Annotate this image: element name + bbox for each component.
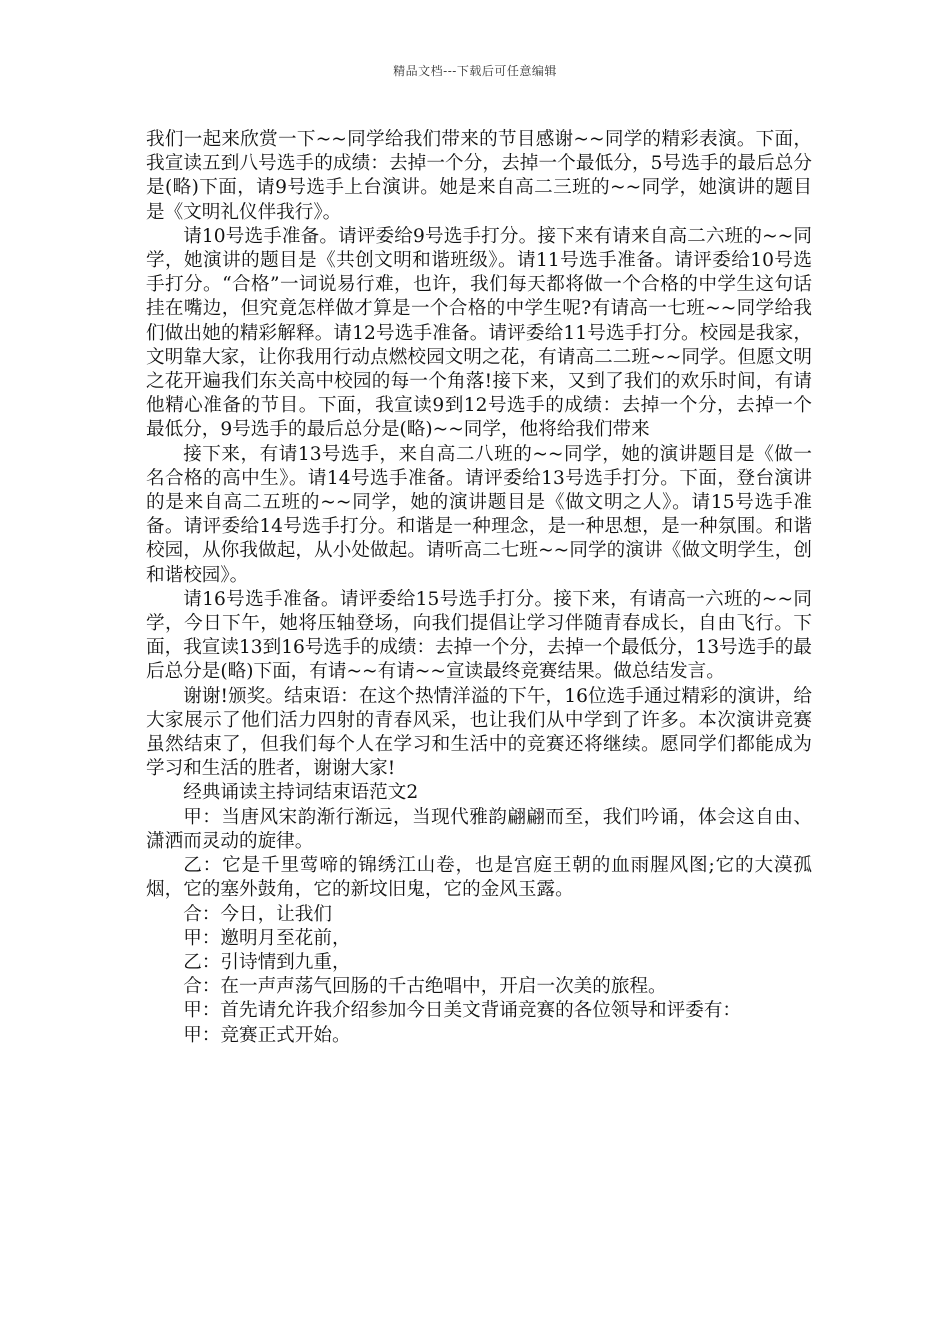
dialogue-line: 合：在一声声荡气回肠的千古绝唱中，开启一次美的旅程。 bbox=[183, 976, 667, 998]
dialogue-line: 甲：当唐风宋韵渐行渐远，当现代雅韵翩翩而至，我们吟诵，体会这自由、潇洒而灵动的旋律。 bbox=[146, 806, 812, 852]
dialogue-line: 合：今日，让我们 bbox=[183, 903, 332, 925]
paragraph: 请16号选手准备。请评委给15号选手打分。接下来，有请高一六班的~~同学，今日下午，她将压轴登场，向我们提倡让学习伴随青春成长，自由飞行。下面，我宣读13到16号选手的成绩：去掉一个分，去掉一个最低分，13号选手的最后总分是(略)下面，有请~~有请~~宣读最终竞赛结果。做总结发言。 bbox=[146, 588, 812, 683]
paragraph: 我们一起来欣赏一下~~同学给我们带来的节目感谢~~同学的精彩表演。下面，我宣读五到八号选手的成绩：去掉一个分，去掉一个最低分，5号选手的最后总分是(略)下面，请9号选手上台演讲。她是来自高二三班的~~同学，她演讲的题目是《文明礼仪伴我行》。 bbox=[146, 129, 812, 223]
page-header: 精品文档---下载后可任意编辑 bbox=[393, 64, 557, 78]
dialogue-line: 甲：首先请允许我介绍参加今日美文背诵竞赛的各位领导和评委有： bbox=[183, 1000, 742, 1022]
dialogue-line: 甲：竞赛正式开始。 bbox=[183, 1024, 351, 1046]
paragraph: 接下来，有请13号选手，来自高二八班的~~同学，她的演讲题目是《做一名合格的高中生》。请14号选手准备。请评委给13号选手打分。下面，登台演讲的是来自高二五班的~~同学，她的演讲题目是《做文明之人》。请15号选手准备。请评委给14号选手打分。和谐是一种理念，是一种思想，是一种氛围。和谐校园，从你我做起，从小处做起。请听高二七班~~同学的演讲《做文明学生，创和谐校园》。 bbox=[146, 443, 812, 586]
document-body bbox=[146, 128, 812, 1048]
dialogue-line: 乙：引诗情到九重， bbox=[183, 951, 351, 973]
paragraph: 谢谢!颁奖。结束语：在这个热情洋溢的下午，16位选手通过精彩的演讲，给大家展示了他们活力四射的青春风采，也让我们从中学到了许多。本次演讲竞赛虽然结束了，但我们每个人在学习和生活中的竞赛还将继续。愿同学们都能成为学习和生活的胜者，谢谢大家! bbox=[146, 685, 812, 780]
section-heading: 经典诵读主持词结束语范文2 bbox=[183, 782, 419, 804]
dialogue-line: 乙：它是千里莺啼的锦绣江山卷，也是宫庭王朝的血雨腥风图;它的大漠孤烟，它的塞外鼓角，它的新坟旧鬼，它的金风玉露。 bbox=[146, 855, 812, 901]
paragraph: 请10号选手准备。请评委给9号选手打分。接下来有请来自高二六班的~~同学，她演讲的题目是《共创文明和谐班级》。请11号选手准备。请评委给10号选手打分。“合格”一词说易行难，也许，我们每天都将做一个合格的中学生这句话挂在嘴边，但究竟怎样做才算是一个合格的中学生呢?有请高一七班~~同学给我们做出她的精彩解释。请12号选手准备。请评委给11号选手打分。校园是我家，文明靠大家，让你我用行动点燃校园文明之花，有请高二二班~~同学。但愿文明之花开遍我们东关高中校园的每一个角落!接下来，又到了我们的欢乐时间，有请他精心准备的节目。下面，我宣读9到12号选手的成绩：去掉一个分，去掉一个最低分，9号选手的最后总分是(略)~~同学，他将给我们带来 bbox=[146, 225, 812, 441]
dialogue-line: 甲：邀明月至花前， bbox=[183, 927, 351, 949]
